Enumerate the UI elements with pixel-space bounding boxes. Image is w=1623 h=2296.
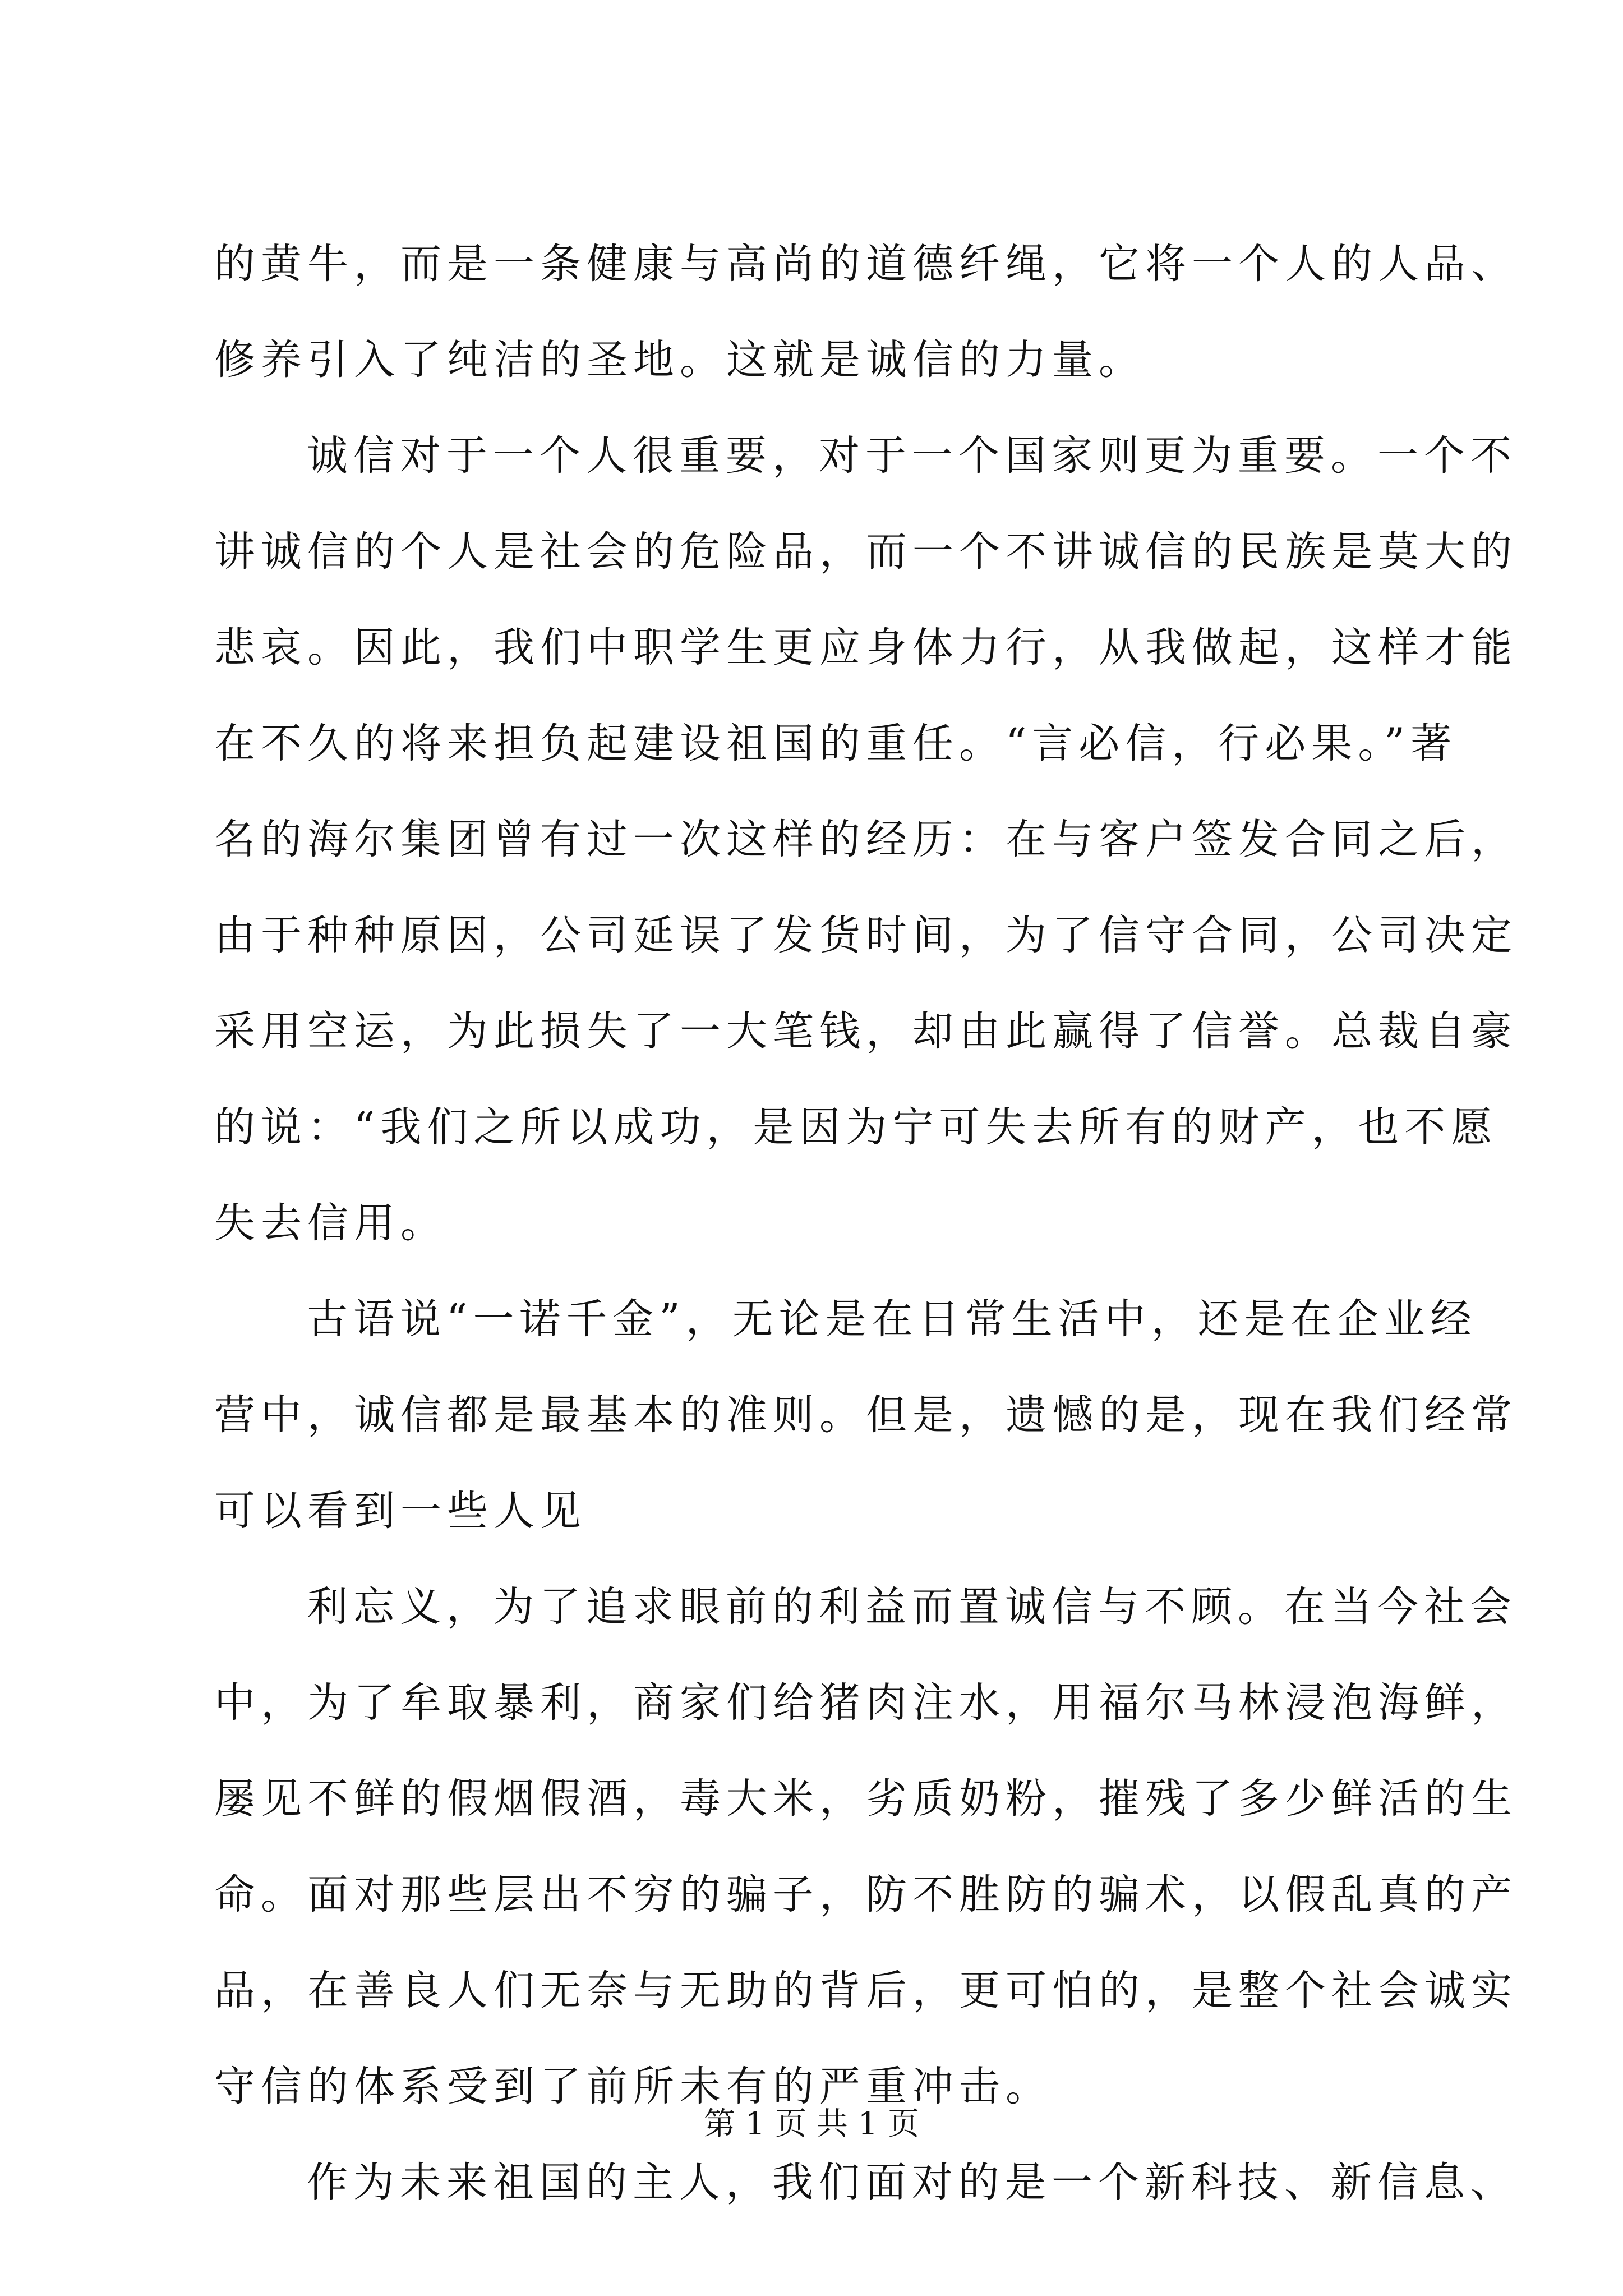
text-line: 营中，诚信都是最基本的准则。但是，遗憾的是，现在我们经常	[214, 1391, 1518, 1439]
text-line: 讲诚信的个人是社会的危险品，而一个不讲诚信的民族是莫大的	[214, 528, 1518, 576]
page-number-label: 第 1 页 共 1 页	[703, 2106, 920, 2142]
text-line: 采用空运，为此损失了一大笔钱，却由此赢得了信誉。总裁自豪	[214, 1007, 1518, 1055]
text-line: 修养引入了纯洁的圣地。这就是诚信的力量。	[214, 336, 1145, 384]
paragraph-start-line: 古语说“一诺千金”，无论是在日常生活中，还是在企业经	[307, 1295, 1477, 1343]
text-line: 品，在善良人们无奈与无助的背后，更可怕的，是整个社会诚实	[214, 1967, 1518, 2014]
paragraph-start-line: 诚信对于一个人很重要，对于一个国家则更为重要。一个不	[307, 432, 1517, 480]
body-text	[214, 216, 1518, 2230]
text-line: 屡见不鲜的假烟假酒，毒大米，劣质奶粉，摧残了多少鲜活的生	[214, 1775, 1518, 1823]
text-line: 命。面对那些层出不穷的骗子，防不胜防的骗术，以假乱真的产	[214, 1871, 1518, 1918]
paragraph-start-line: 利忘义，为了追求眼前的利益而置诚信与不顾。在当今社会	[307, 1583, 1517, 1631]
text-line: 可以看到一些人见	[214, 1487, 587, 1535]
text-line: 失去信用。	[214, 1199, 447, 1247]
paragraph-start-line: 作为未来祖国的主人，我们面对的是一个新科技、新信息、	[307, 2159, 1517, 2206]
text-line: 由于种种原因，公司延误了发货时间，为了信守合同，公司决定	[214, 912, 1518, 959]
text-line: 中，为了牟取暴利，商家们给猪肉注水，用福尔马林浸泡海鲜，	[214, 1679, 1518, 1727]
text-line: 在不久的将来担负起建设祖国的重任。“言必信，行必果。”著	[214, 720, 1458, 767]
text-line: 名的海尔集团曾有过一次这样的经历：在与客户签发合同之后，	[214, 816, 1518, 863]
page-footer	[0, 2105, 1623, 2144]
text-line: 的黄牛，而是一条健康与高尚的道德纤绳，它将一个人的人品、	[214, 240, 1518, 288]
text-line: 守信的体系受到了前所未有的严重冲击。	[214, 2063, 1052, 2110]
text-line: 的说：“我们之所以成功，是因为宁可失去所有的财产，也不愿	[214, 1103, 1498, 1151]
text-line: 悲哀。因此，我们中职学生更应身体力行，从我做起，这样才能	[214, 624, 1518, 671]
